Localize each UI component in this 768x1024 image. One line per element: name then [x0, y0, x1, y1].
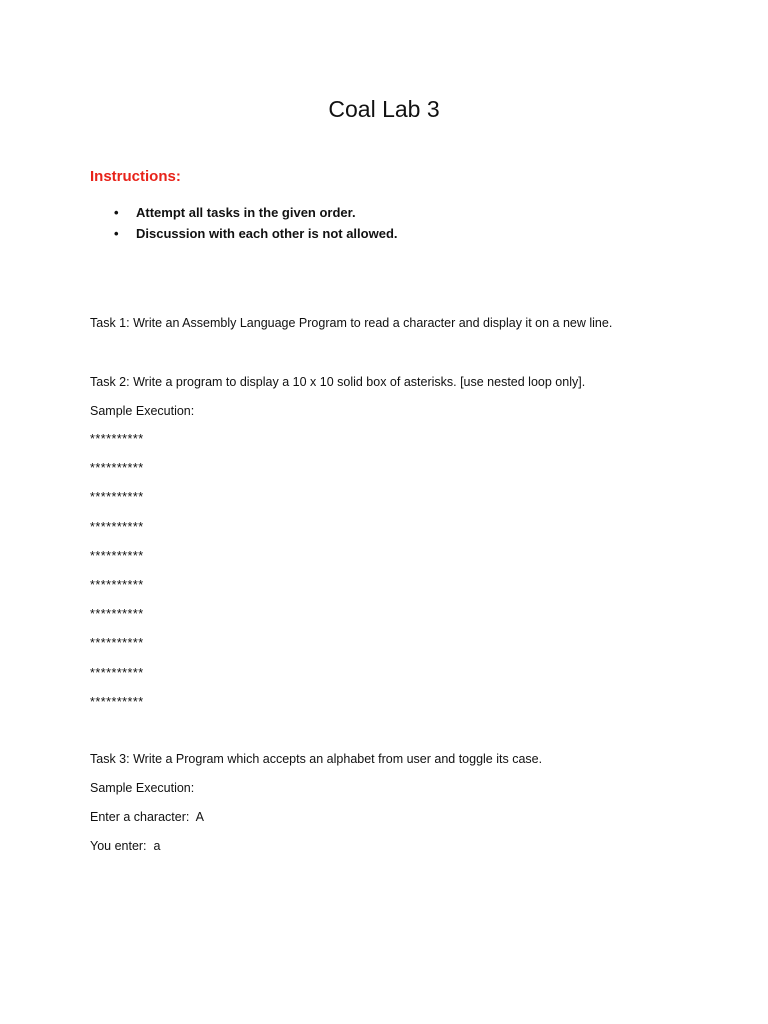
task-1 — [90, 314, 612, 332]
instructions-heading: Instructions: — [90, 168, 181, 185]
task-3-output-line: You enter: a — [90, 839, 161, 853]
asterisk-row: ********** — [90, 490, 144, 505]
task-2-text: Write a program to display a 10 x 10 solid box of asterisks. [use nested loop only]. — [129, 375, 586, 389]
asterisk-row: ********** — [90, 636, 144, 651]
list-item — [90, 223, 398, 244]
task-1-label: Task 1: — [90, 316, 130, 330]
task-3 — [90, 750, 542, 768]
instruction-text: Discussion with each other is not allowed. — [136, 226, 398, 241]
asterisk-row: ********** — [90, 519, 144, 534]
task-1-text: Write an Assembly Language Program to read a character and display it on a new line. — [129, 316, 613, 330]
asterisk-row: ********** — [90, 607, 144, 622]
asterisk-box — [90, 430, 144, 722]
list-item — [90, 202, 398, 223]
asterisk-row: ********** — [90, 665, 144, 680]
asterisk-row: ********** — [90, 694, 144, 709]
page-title: Coal Lab 3 — [328, 96, 440, 122]
asterisk-row: ********** — [90, 432, 144, 446]
instruction-text: Attempt all tasks in the given order. — [136, 205, 356, 220]
task-2 — [90, 373, 585, 391]
instructions-list — [90, 202, 398, 244]
asterisk-row: ********** — [90, 577, 144, 592]
bullet-icon: • — [114, 226, 119, 241]
task-3-label: Task 3: — [90, 752, 130, 766]
task-3-prompt-line: Enter a character: A — [90, 810, 204, 824]
bullet-icon: • — [114, 205, 119, 220]
task-2-label: Task 2: — [90, 375, 130, 389]
task-3-sample-label: Sample Execution: — [90, 781, 195, 795]
task-2-sample-label: Sample Execution: — [90, 404, 195, 418]
asterisk-row: ********** — [90, 461, 144, 476]
asterisk-row: ********** — [90, 548, 144, 563]
task-3-text: Write a Program which accepts an alphabet from user and toggle its case. — [129, 752, 543, 766]
